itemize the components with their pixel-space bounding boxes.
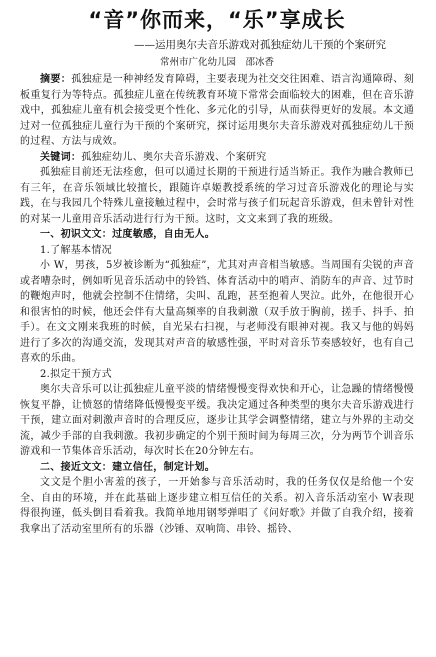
body-paragraph-1: 小 W，男孩，5岁被诊断为“孤独症”，尤其对声音相当敏感。当周围有尖锐的声音或者嘈杂时，例如听见音乐活动中的铃铛、体育活动中的哨声、消防车的声音、过节时的鞭炮声时，他就会控制不住情绪，尖叫、乱跑，甚至抱着人哭泣。此外，在他很开心和很害怕的时候，他还会伴有大量高频率的自我刺激（双手放于胸前，搓手、抖手、拍手）。在文文刚来我班的时候，自光呆右扫视，与老师没有眼神对视。我又与他的妈妈进行了多次的沟通交流，发现其对声音的敏感性强，平时对音乐节奏感较好，也有自己喜欢的乐曲。 bbox=[20, 260, 414, 364]
intro-paragraph: 孤独症目前还无法痊愈，但可以通过长期的干预进行适当矫正。我作为融合教师已有三年，在音乐领域比较擅长，跟随许卓姬教授系统的学习过音乐游戏化的理论与实践，在与我园几个特殊儿童接触过程中，会时常与孩子们玩起音乐游戏，但未曾针对性的对某一儿童用音乐活动进行行为干预。这时，文文来到了我的班级。 bbox=[20, 167, 414, 225]
document-subtitle: ——运用奥尔夫音乐游戏对孤独症幼儿干预的个案研究 bbox=[134, 39, 386, 51]
abstract-text: 孤独症是一种神经发育障碍，主要表现为社交交往困难、语言沟通障碍、刻板重复行为等特点。孤独症儿童在传统教育环境下常常会面临较大的困难，但在音乐游戏中，孤独症儿童有机会接受更个性化、多元化的引导，从而获得更好的发展。本文通过对一位孤独症儿童行为干预的个案研究，探讨运用奥尔夫音乐游戏对孤独症幼儿干预的过程、方法与成效。 bbox=[20, 74, 415, 147]
document-title: “音”你而来，“乐”享成长 bbox=[88, 8, 346, 32]
keywords-label: 关键词： bbox=[40, 151, 82, 163]
subsection-heading-1-2: 2.拟定干预方式 bbox=[40, 368, 112, 380]
keywords-text: 孤独症幼儿、奥尔夫音乐游戏、个案研究 bbox=[81, 151, 267, 163]
section-heading-2: 二、接近文文：建立信任，制定计划。 bbox=[40, 461, 216, 473]
keywords-paragraph bbox=[20, 150, 414, 166]
body-paragraph-3: 文文是个胆小害羞的孩子，一开始参与音乐活动时，我的任务仅仅是给他一个安全、自由的环境，并在此基础上逐步建立相互信任的关系。初入音乐活动室小 W表现得很拘谨，低头倒目看着我。我简单地用钢琴弹唱了《问好歌》并做了自我介绍，接着我拿出了活动室里所有的乐器（沙锤、双响筒、串铃、摇铃、 bbox=[20, 477, 414, 535]
section-heading-1: 一、初识文文：过度敏感，自由无人。 bbox=[40, 229, 216, 240]
author-line: 常州市广化幼儿园 邵冰香 bbox=[159, 57, 274, 68]
abstract-paragraph bbox=[20, 72, 414, 150]
subsection-heading-1-1: 1.了解基本情况 bbox=[40, 244, 112, 256]
body-paragraph-2: 奥尔夫音乐可以让孤独症儿童平淡的情绪慢慢变得欢快和开心，让急躁的情绪慢慢恢复平静，让愤怒的情绪降低慢慢变平缓。我决定通过各种类型的奥尔夫音乐游戏进行干预，建立面对刺激声音时的合理反应，逐步让其学会调整情绪，建立与外界的主动交流，减少手部的自我刺激。我初步确定的个别干预时间为每周三次，分为两节个训音乐游戏和一节集体音乐活动，每次时长在20分钟左右。 bbox=[20, 384, 414, 457]
abstract-label: 摘要： bbox=[40, 74, 72, 85]
